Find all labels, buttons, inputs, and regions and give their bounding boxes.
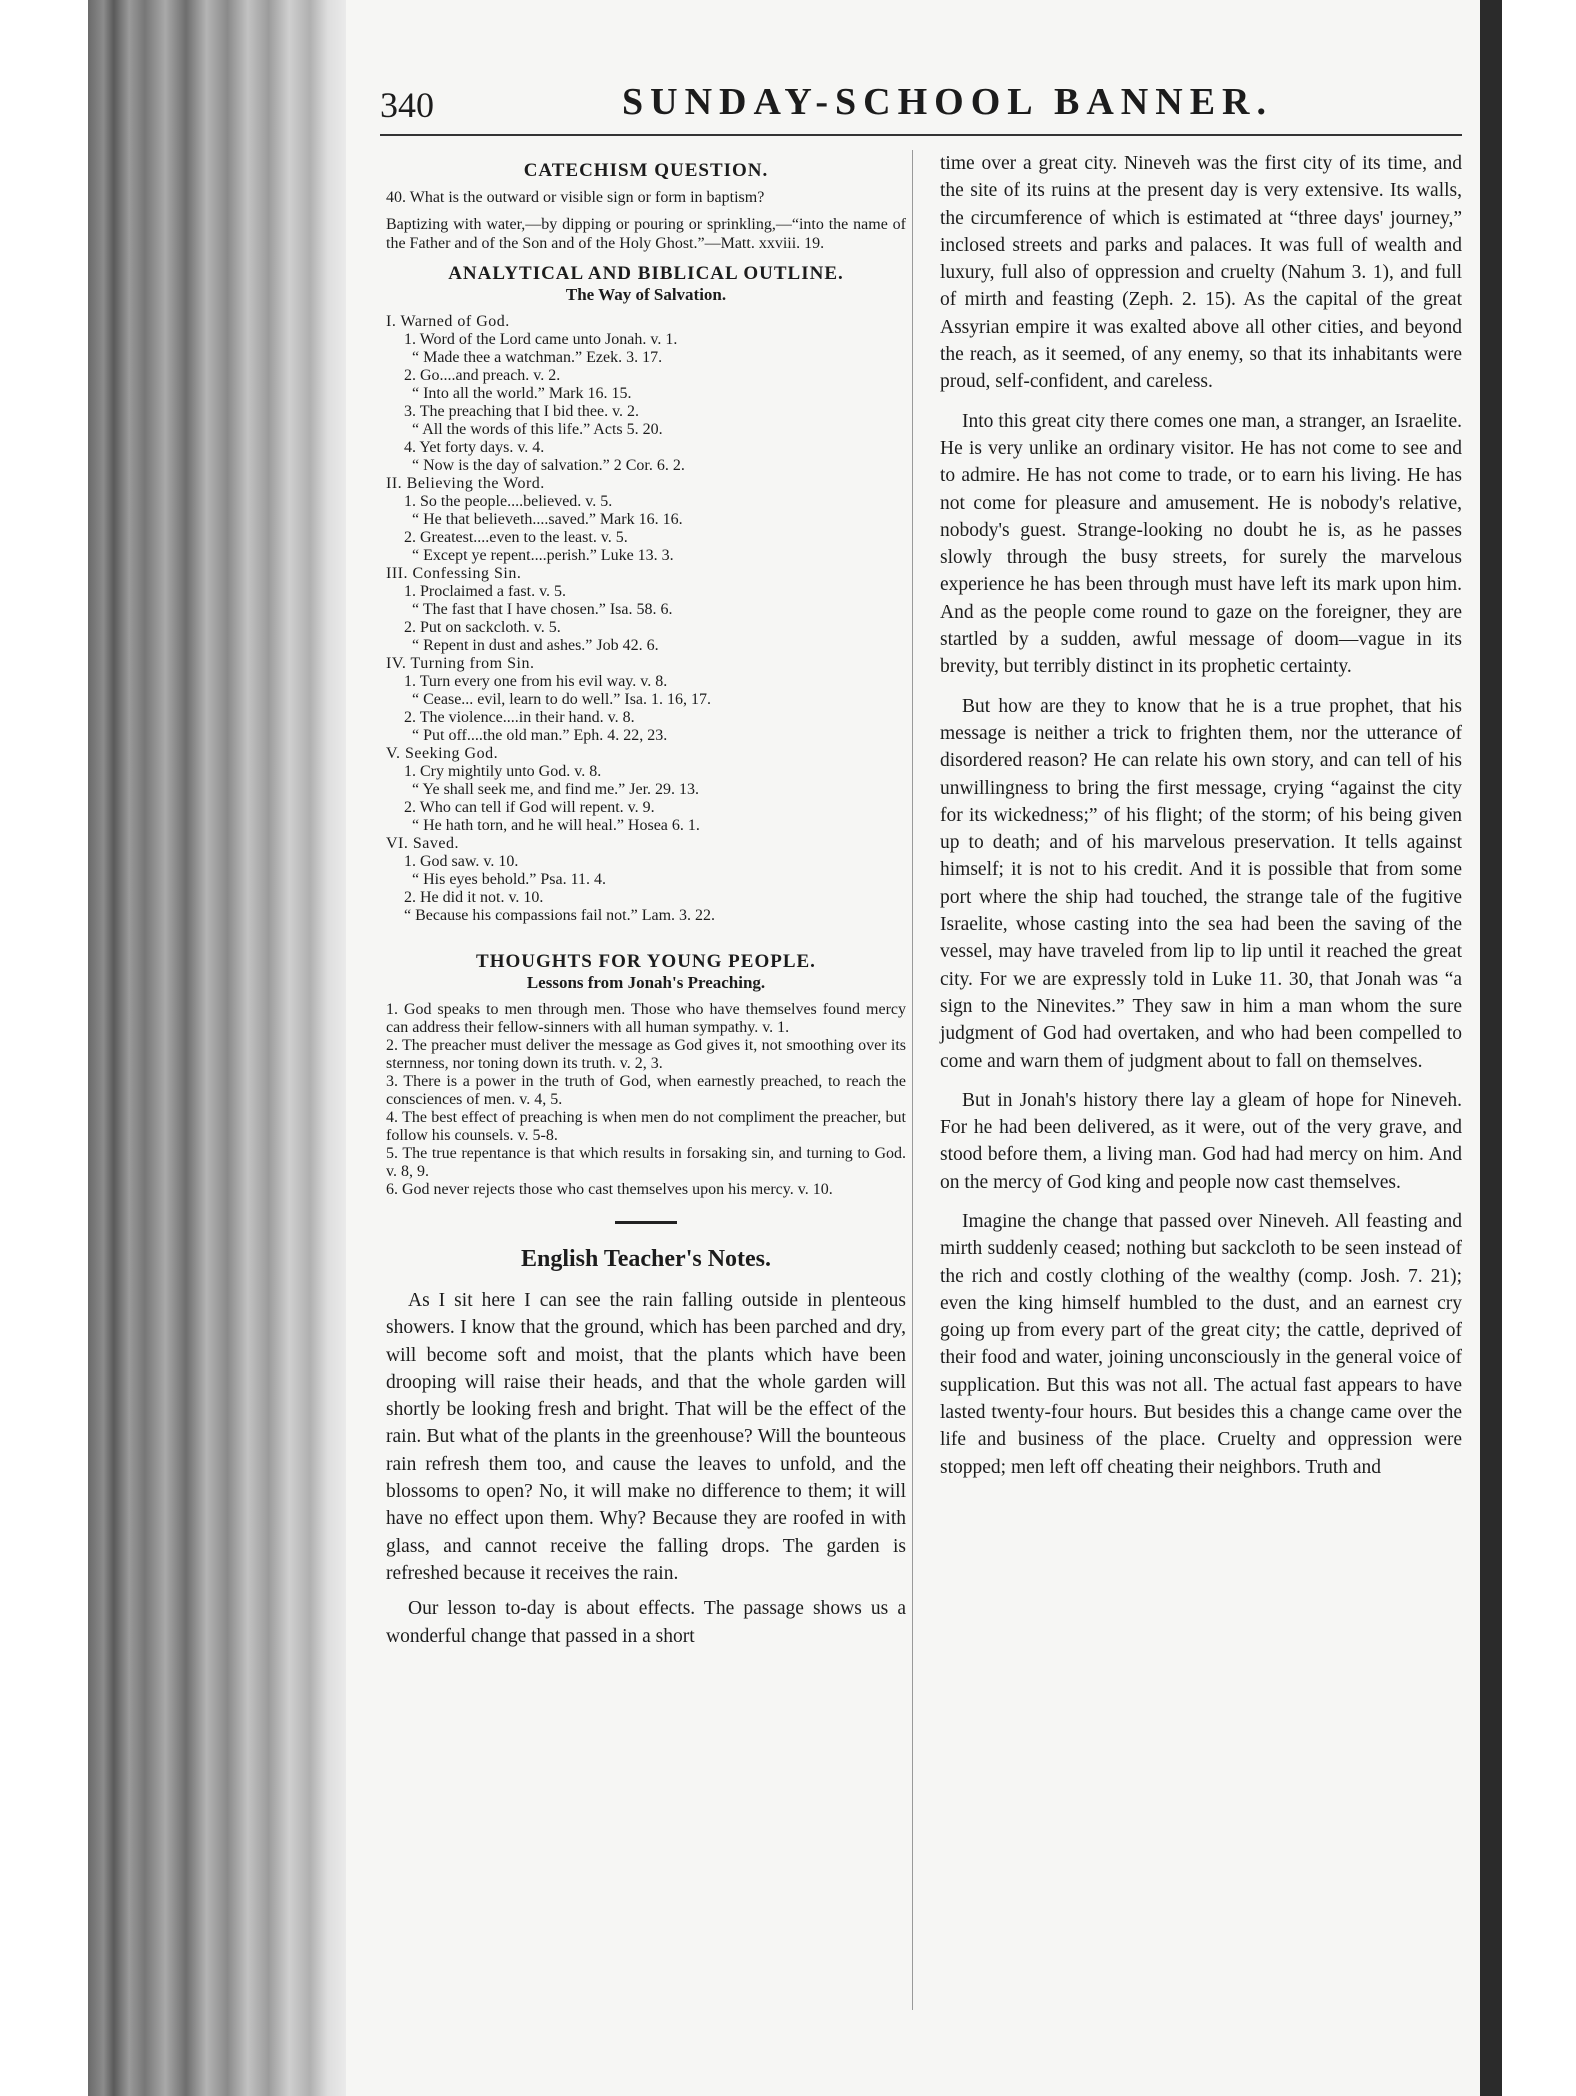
outline-section-heading: II. Believing the Word. [386,475,545,492]
notes-paragraph: But how are they to know that he is a true prophet, that his message is neither a trick to frighten them, nor the utterance of disordered reason? He can relate his own story, and can tell of his unwillingness to bring the first message, crying “against the city for its wickedness;” of his flight; of the storm; of his being given up to death; and of his marvelous preservation. It tells against himself; it is not to his credit. And it is possible that from some port where the ship had touched, the strange tale of the fugitive Israelite, whose casting into the sea had been the saving of the vessel, may have traveled from lip to lip until it reached the great city. For we are expressly told in Luke 11. 30, that Jonah was “a sign to the Ninevites.” They saw in him a man whom the sure judgment of God had overtaken, and who had been compelled to come and warn them of judgment about to fall on themselves. [940,695,1462,1072]
notes-paragraph: But in Jonah's history there lay a gleam of hope for Nineveh. For he had been delivered, as it were, out of the very grave, and stood before them, a living man. God had had mercy on him. And on the mercy of God king and people now cast themselves. [940,1089,1462,1193]
right-column [940,150,1462,1493]
outline-quote: “ Made thee a watchman.” Ezek. 3. 17. [412,349,663,366]
outline-section [386,313,906,475]
outline-quote: “ Put off....the old man.” Eph. 4. 22, 23. [412,727,668,744]
notes-paragraph: time over a great city. Nineveh was the first city of its time, and the site of its ruins at the present day is very extensive. Its walls, the circumference of which is estimated at “three days' journey,” inclosed streets and parks and palaces. It was full of wealth and luxury, full also of oppression and cruelty (Nahum 3. 1), and full of mirth and feasting (Zeph. 2. 15). As the capital of the great Assyrian empire it was exalted above all other cities, and beyond the reach, as it seemed, of any enemy, so that its inhabitants were proud, self-confident, and careless. [940,153,1462,393]
outline-item: 2. He did it not. v. 10. [404,889,544,906]
outline-quote: “ Because his compassions fail not.” Lam. 3. 22. [404,907,716,924]
outline-quote: “ He hath torn, and he will heal.” Hosea 6. 1. [412,817,700,834]
outline-quote: “ The fast that I have chosen.” Isa. 58. 6. [412,601,673,618]
thought-point: 2. The preacher must deliver the message as God gives it, not smoothing over its sternness, nor toning down its truth. v. 2, 3. [386,1037,906,1072]
thoughts-subheading: Lessons from Jonah's Preaching. [526,973,766,992]
outline-quote: “ Ye shall seek me, and find me.” Jer. 29. 13. [412,781,700,798]
outline-quote: “ Cease... evil, learn to do well.” Isa. 1. 16, 17. [412,691,712,708]
outline-section-heading: IV. Turning from Sin. [386,655,535,672]
thought-point: 6. God never rejects those who cast themselves upon his mercy. v. 10. [386,1181,833,1198]
outline-item: 3. The preaching that I bid thee. v. 2. [404,403,640,420]
outline-quote: “ His eyes behold.” Psa. 11. 4. [412,871,607,888]
notes-heading: English Teacher's Notes. [520,1246,772,1272]
notes-paragraph: Imagine the change that passed over Nineveh. All feasting and mirth suddenly ceased; nothing but sackcloth to be seen instead of the rich and costly clothing of the wealthy (comp. Josh. 7. 21); even the king himself humbled to the dust, and an earnest cry going up from every part of the great city; the cattle, deprived of their food and water, joining unconsciously in the general voice of supplication. But this was not all. The actual fast appears to have lasted twenty-four hours. But besides this a change came over the life and business of the place. Cruelty and oppression were stopped; men left off cheating their neighbors. Truth and [940,1210,1462,1478]
outline-section-heading: III. Confessing Sin. [386,565,522,582]
outline-item: 2. Put on sackcloth. v. 5. [404,619,561,636]
notes-paragraph: As I sit here I can see the rain falling outside in plenteous showers. I know that the ground, which has been parched and dry, will become soft and moist, that the plants which have been drooping will raise their heads, and that the whole garden will shortly be looking fresh and bright. That will be the effect of the rain. But what of the plants in the greenhouse? Will the bounteous rain refresh them too, and cause the leaves to unfold, and the blossoms to open? No, it will make no difference to them; it will have no effect upon them. Why? Because they are roofed in with glass, and cannot receive the falling drops. The garden is refreshed because it receives the rain. [386,1290,906,1584]
outline-section-heading: V. Seeking God. [386,745,499,762]
thought-point: 1. God speaks to men through men. Those who have themselves found mercy can address their fellow-sinners with all human sympathy. v. 1. [386,1001,906,1036]
outline-item: 1. Proclaimed a fast. v. 5. [404,583,567,600]
outline-quote: “ Except ye repent....perish.” Luke 13. 3. [412,547,674,564]
outline-section [386,475,906,565]
outline-item: 1. Word of the Lord came unto Jonah. v. 1. [404,331,678,348]
column-rule [912,150,913,2010]
thought-point: 3. There is a power in the truth of God, when earnestly preached, to reach the consciences of men. v. 4, 5. [386,1073,906,1108]
catechism-heading: CATECHISM QUESTION. [523,160,769,181]
thoughts-heading: THOUGHTS FOR YOUNG PEOPLE. [476,951,816,972]
outline-section [386,565,906,655]
thought-point: 4. The best effect of preaching is when men do not compliment the preacher, but follow his counsels. v. 5-8. [386,1109,906,1144]
left-column [386,156,906,1658]
outline-section [386,655,906,745]
outline-item: 1. Turn every one from his evil way. v. 8. [404,673,668,690]
outline-quote: “ He that believeth....saved.” Mark 16. 16. [412,511,683,528]
outline-item: 2. Who can tell if God will repent. v. 9. [404,799,655,816]
catechism-question: 40. What is the outward or visible sign or form in baptism? [386,189,765,206]
thought-point: 5. The true repentance is that which results in forsaking sin, and turning to God. v. 8, 9. [386,1145,906,1180]
outline-item: 2. Go....and preach. v. 2. [404,367,561,384]
notes-paragraph: Our lesson to-day is about effects. The passage shows us a wonderful change that passed in a short [386,1598,906,1647]
outline-section [386,745,906,835]
header-rule [380,134,1462,136]
page-number: 340 [380,85,434,125]
outline-item: 1. So the people....believed. v. 5. [404,493,613,510]
outline-section-heading: I. Warned of God. [386,313,510,330]
scan-margin-left [0,0,88,2096]
outline-item: 2. Greatest....even to the least. v. 5. [404,529,628,546]
outline-item: 2. The violence....in their hand. v. 8. [404,709,635,726]
catechism-answer: Baptizing with water,—by dipping or pouring or sprinkling,—“into the name of the Father and of the Son and of the Holy Ghost.”—Matt. xxviii. 19. [386,216,906,252]
outline-subheading: The Way of Salvation. [565,285,727,304]
outline-item: 1. Cry mightily unto God. v. 8. [404,763,602,780]
outline-quote: “ All the words of this life.” Acts 5. 20. [412,421,663,438]
notes-paragraph: Into this great city there comes one man, a stranger, an Israelite. He is very unlike an ordinary visitor. He has not come to see and to admire. He has not come to trade, or to earn his living. He has not come for pleasure and amusement. He is nobody's relative, nobody's guest. Strange-looking no doubt he is, as he passes slowly through the busy streets, for surely the marvelous experience he has been through must have left its mark upon him. And as the people come round to gaze on the foreigner, they are startled by a sudden, awful message of doom—vague in its brevity, but terribly distinct in its prophetic certainty. [940,410,1462,678]
scan-margin-right [1502,0,1576,2096]
outline-item: 1. God saw. v. 10. [404,853,519,870]
outline-item: 4. Yet forty days. v. 4. [404,439,545,456]
outline-quote: “ Into all the world.” Mark 16. 15. [412,385,632,402]
book-page-edges [88,0,346,2096]
section-divider [615,1221,677,1224]
outline-quote: “ Repent in dust and ashes.” Job 42. 6. [412,637,659,654]
book-binding-edge [1480,0,1502,2096]
outline-quote: “ Now is the day of salvation.” 2 Cor. 6. 2. [412,457,685,474]
outline-heading: ANALYTICAL AND BIBLICAL OUTLINE. [448,263,844,284]
outline-section [386,835,906,925]
outline-section-heading: VI. Saved. [386,835,459,852]
running-head: SUNDAY-SCHOOL BANNER. [622,81,1273,123]
